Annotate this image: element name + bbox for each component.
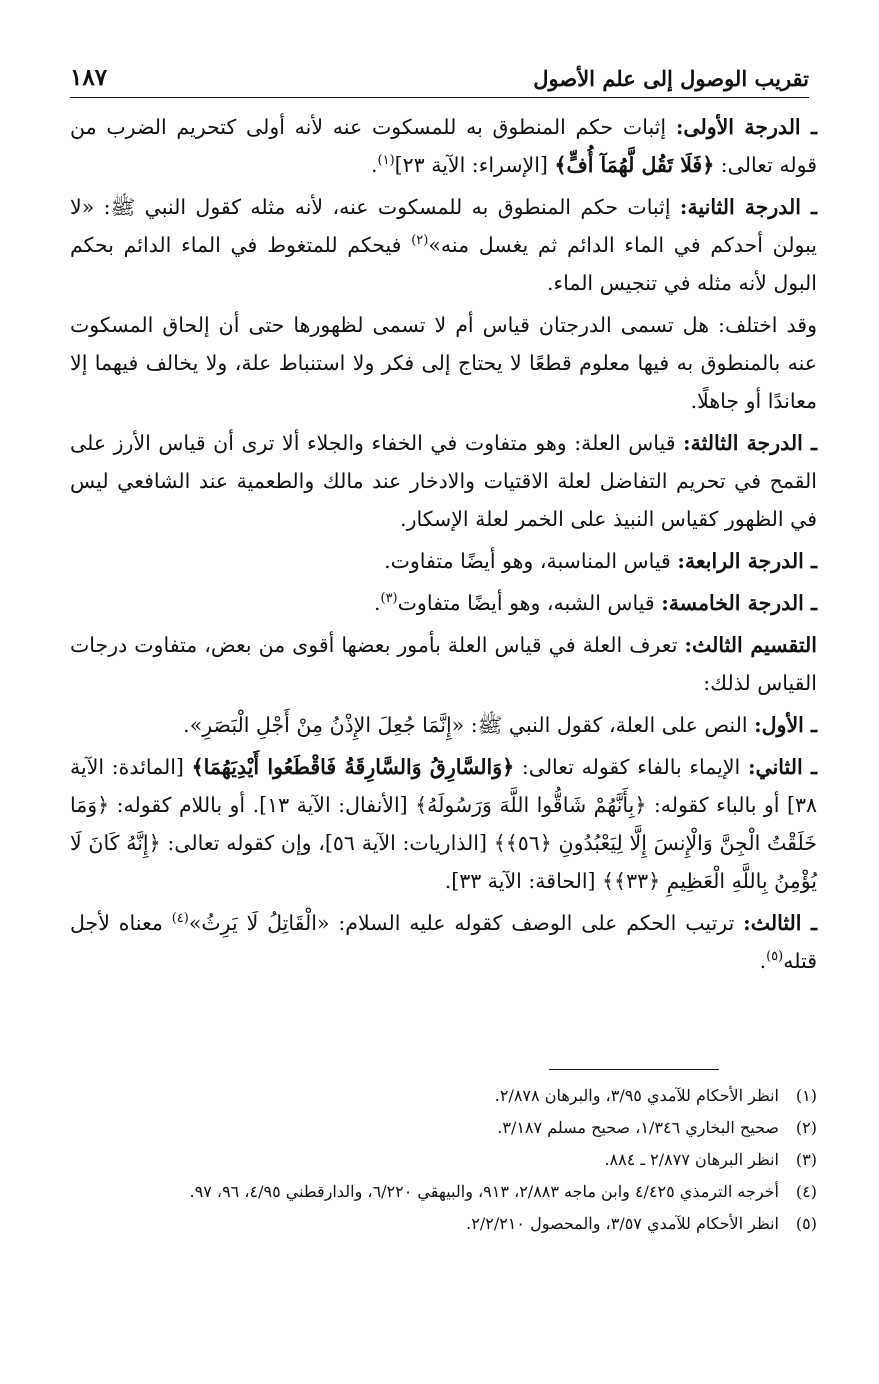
paragraph: ـ الدرجة الخامسة: قياس الشبه، وهو أيضًا متفاوت$^{(٣)}$. bbox=[373, 591, 817, 615]
paragraph: التقسيم الثالث: تعرف العلة في قياس العلة بأمور بعضها أقوى من بعض، متفاوت درجات القياس لذلك: bbox=[70, 633, 817, 695]
footnote: (٥) انظر الأحكام للآمدي ٣/٥٧، والمحصول ٢/٢/٢١٠. bbox=[466, 1214, 817, 1233]
running-title: تقريب الوصول إلى علم الأصول bbox=[533, 66, 809, 91]
page-header bbox=[70, 52, 809, 98]
paragraph: ـ الدرجة الثانية: إثبات حكم المنطوق به للمسكوت عنه، لأنه مثله كقول النبي ﷺ: «لا يبولن أحدكم في الماء الدائم ثم يغسل منه»$^{(٢)}$ فيحكم للمتغوط في الماء الدائم بحكم البول لأنه مثله في تنجيس الماء. bbox=[70, 195, 817, 295]
footnotes bbox=[70, 1080, 817, 1240]
footnote: (٣) انظر البرهان ٢/٨٧٧ ـ ٨٨٤. bbox=[604, 1150, 817, 1169]
footnote: (٤) أخرجه الترمذي ٤/٤٢٥ وابن ماجه ٢/٨٨٣، ٩١٣، والبيهقي ٦/٢٢٠، والدارقطني ٤/٩٥، ٩٦، ٩٧. bbox=[189, 1182, 817, 1201]
paragraph: ـ الثالث: ترتيب الحكم على الوصف كقوله عليه السلام: «الْقَاتِلُ لَا يَرِثُ»$^{(٤)}$ معناه لأجل قتله$^{(٥)}$. bbox=[70, 911, 817, 973]
footnote: (١) انظر الأحكام للآمدي ٣/٩٥، والبرهان ٢/٨٧٨. bbox=[494, 1086, 817, 1105]
paragraph: ـ الدرجة الرابعة: قياس المناسبة، وهو أيضًا متفاوت. bbox=[384, 549, 817, 573]
paragraph: ـ الثاني: الإيماء بالفاء كقوله تعالى: ﴿وَالسَّارِقُ وَالسَّارِقَةُ فَاقْطَعُوا أَيْدِيَهُمَا﴾ [المائدة: الآية ٣٨] أو بالباء كقوله: ﴿بِأَنَّهُمْ شَاقُّوا اللَّهَ وَرَسُولَهُ﴾ [الأنفال: الآية ١٣]. أو باللام كقوله: ﴿وَمَا خَلَقْتُ الْجِنَّ وَالْإِنسَ إِلَّا لِيَعْبُدُونِ ﴿٥٦﴾﴾ [الذاريات: الآية ٥٦]، وإن كقوله تعالى: ﴿إِنَّهُ كَانَ لَا يُؤْمِنُ بِاللَّهِ الْعَظِيمِ ﴿٣٣﴾﴾ [الحاقة: الآية ٣٣]. bbox=[70, 755, 817, 893]
main-text bbox=[70, 108, 817, 984]
footnote-ref: (٣) bbox=[380, 591, 398, 607]
footnote-separator bbox=[549, 1069, 719, 1070]
page-number: ١٨٧ bbox=[70, 64, 108, 91]
footnote-ref: (٢) bbox=[411, 233, 429, 249]
footnote-ref: (٤) bbox=[171, 911, 189, 927]
footnote-ref: (٥) bbox=[766, 949, 784, 965]
paragraph: ـ الأول: النص على العلة، كقول النبي ﷺ: «إِنَّمَا جُعِلَ الإِذْنُ مِنْ أَجْلِ الْبَصَرِ». bbox=[183, 713, 817, 737]
quran-verse: ﴿فَلَا تَقُل لَّهُمَآ أُفٍّ﴾ bbox=[554, 153, 715, 177]
paragraph: ـ الدرجة الأولى: إثبات حكم المنطوق به للمسكوت عنه لأنه أولى كتحريم الضرب من قوله تعالى: ﴿فَلَا تَقُل لَّهُمَآ أُفٍّ﴾ [الإسراء: الآية ٢٣]$^{(١)}$. bbox=[70, 115, 818, 177]
footnote-ref: (١) bbox=[377, 153, 395, 169]
quran-verse: ﴿وَالسَّارِقُ وَالسَّارِقَةُ فَاقْطَعُوا أَيْدِيَهُمَا﴾ bbox=[191, 755, 515, 779]
paragraph: ـ الدرجة الثالثة: قياس العلة: وهو متفاوت في الخفاء والجلاء ألا ترى أن قياس الأرز على القمح في تحريم التفاضل لعلة الاقتيات والادخار عند مالك والطعمية عند الشافعي ليس في الظهور كقياس النبيذ على الخمر لعلة الإسكار. bbox=[70, 431, 817, 531]
paragraph: وقد اختلف: هل تسمى الدرجتان قياس أم لا تسمى لظهورها حتى أن إلحاق المسكوت عنه بالمنطوق به فيها معلوم قطعًا لا يحتاج إلى فكر ولا استنباط علة، ولا يخالف فيهما إلا معاندًا أو جاهلًا. bbox=[70, 313, 817, 413]
footnote: (٢) صحيح البخاري ١/٣٤٦، صحيح مسلم ٣/١٨٧. bbox=[497, 1118, 817, 1137]
